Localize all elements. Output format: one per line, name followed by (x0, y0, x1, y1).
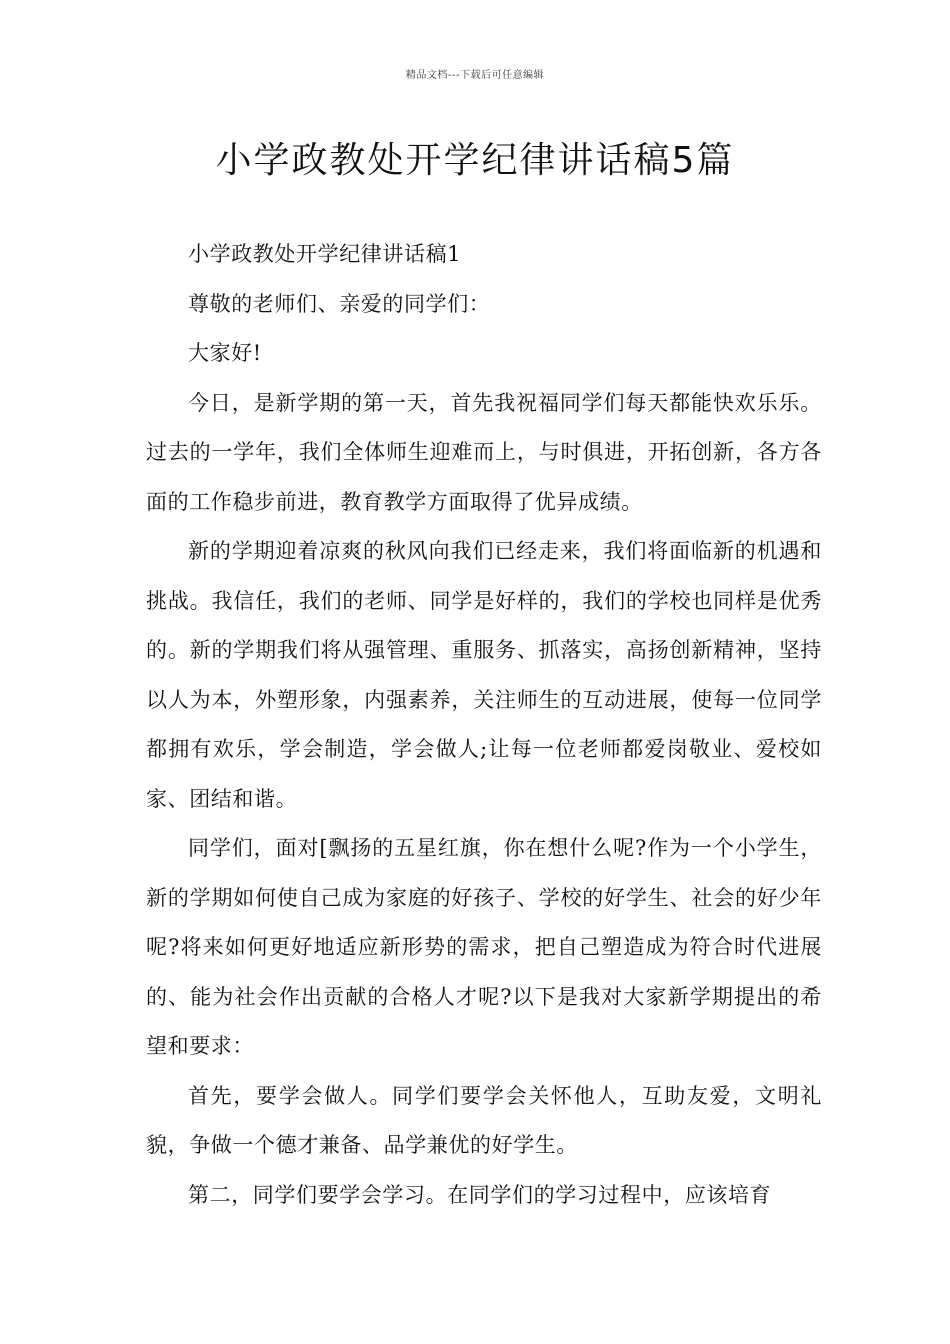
section-heading: 小学政教处开学纪律讲话稿1 (188, 242, 462, 266)
salutation: 尊敬的老师们、亲爱的同学们： (188, 291, 491, 316)
header-note: 精品文档---下载后可任意编辑 (405, 70, 545, 81)
body-paragraph: 今日，是新学期的第一天，首先我祝福同学们每天都能快欢乐乐。过去的一学年，我们全体师生迎难而上，与时俱进，开拓创新，各方各面的工作稳步前进，教育教学方面取得了优异成绩。 (146, 390, 822, 514)
body-paragraph: 首先，要学会做人。同学们要学会关怀他人，互助友爱，文明礼貌，争做一个德才兼备、品学兼优的好学生。 (146, 1083, 822, 1157)
greeting: 大家好! (188, 341, 262, 365)
document-body (146, 230, 822, 1220)
body-paragraph: 第二，同学们要学会学习。在同学们的学习过程中，应该培育 (188, 1182, 772, 1207)
document-title: 小学政教处开学纪律讲话稿5篇 (215, 140, 735, 181)
body-paragraph: 新的学期迎着凉爽的秋风向我们已经走来，我们将面临新的机遇和挑战。我信任，我们的老师、同学是好样的，我们的学校也同样是优秀的。新的学期我们将从强管理、重服务、抓落实，高扬创新精神，坚持以人为本，外塑形象，内强素养，关注师生的互动进展，使每一位同学都拥有欢乐，学会制造，学会做人;让每一位老师都爱岗敬业、爱校如家、团结和谐。 (146, 539, 822, 811)
body-paragraph: 同学们，面对[飘扬的五星红旗，你在想什么呢?作为一个小学生，新的学期如何使自己成为家庭的好孩子、学校的好学生、社会的好少年呢?将来如何更好地适应新形势的需求，把自己塑造成为符合时代进展的、能为社会作出贡献的合格人才呢?以下是我对大家新学期提出的希望和要求： (146, 836, 822, 1058)
